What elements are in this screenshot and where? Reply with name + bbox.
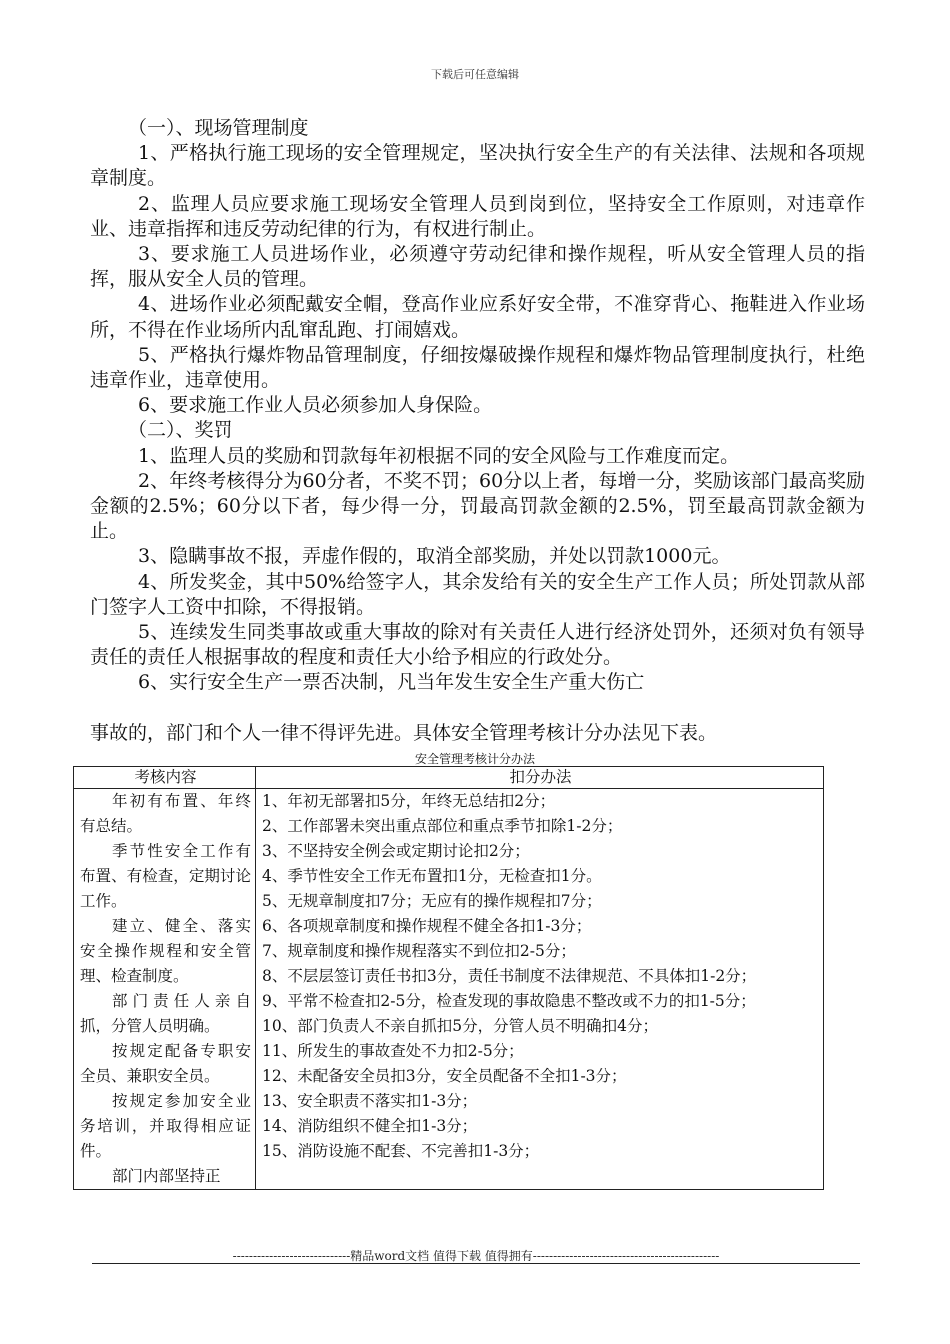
table-row <box>74 789 824 1190</box>
paragraph: 1、监理人员的奖励和罚款每年初根据不同的安全风险与工作难度而定。 <box>138 444 740 467</box>
paragraph: 事故的，部门和个人一律不得评先进。具体安全管理考核计分办法见下表。 <box>90 721 718 744</box>
column-header: 考核内容 <box>74 767 256 789</box>
deduction-item: 12、未配备安全员扣3分，安全员配备不全扣1-3分； <box>262 1067 627 1085</box>
deduction-item: 6、各项规章制度和操作规程不健全各扣1-3分； <box>262 917 592 935</box>
document-body <box>90 116 865 746</box>
paragraph: 5、连续发生同类事故或重大事故的除对有关责任人进行经济处罚外，还须对负有领导责任的责任人根据事故的程度和责任大小给予相应的行政处分。 <box>90 621 865 669</box>
deduction-item: 7、规章制度和操作规程落实不到位扣2-5分； <box>262 942 576 960</box>
paragraph: 2、年终考核得分为60分者，不奖不罚；60分以上者，每增一分，奖励该部门最高奖励金额的2.5%；60分以下者，每少得一分，罚最高罚款金额的2.5%，罚至最高罚款金额为止。 <box>90 469 865 543</box>
paragraph: 6、实行安全生产一票否决制，凡当年发生安全生产重大伤亡 <box>138 671 645 694</box>
criteria-item: 年初有布置、年终有总结。 <box>80 792 251 835</box>
deduction-item: 14、消防组织不健全扣1-3分； <box>262 1117 478 1135</box>
table-title: 安全管理考核计分办法 <box>414 752 535 766</box>
deduction-item: 13、安全职责不落实扣1-3分； <box>262 1092 478 1110</box>
deduction-item: 15、消防设施不配套、不完善扣1-3分； <box>262 1142 540 1160</box>
section-title: （二）、奖罚 <box>128 419 233 442</box>
criteria-item: 按规定参加安全业务培训，并取得相应证件。 <box>80 1092 251 1160</box>
deduction-item: 2、工作部署未突出重点部位和重点季节扣除1-2分； <box>262 817 623 835</box>
deduction-item: 1、年初无部署扣5分，年终无总结扣2分； <box>262 792 556 810</box>
paragraph: 3、要求施工人员进场作业，必须遵守劳动纪律和操作规程，听从安全管理人员的指挥，服从安全人员的管理。 <box>90 243 865 291</box>
deduction-item: 9、平常不检查扣2-5分，检查发现的事故隐患不整改或不力的扣1-5分； <box>262 992 756 1010</box>
page-footer: -----------------------------精品word文档 值得下载 值得拥有---------------------------------------------- <box>232 1249 720 1263</box>
deduction-item: 10、部门负责人不亲自抓扣5分，分管人员不明确扣4分； <box>262 1017 658 1035</box>
paragraph: 2、监理人员应要求施工现场安全管理人员到岗到位，坚持安全工作原则，对违章作业、违章指挥和违反劳动纪律的行为，有权进行制止。 <box>90 192 865 240</box>
section-title: （一）、现场管理制度 <box>128 117 309 139</box>
paragraph: 4、进场作业必须配戴安全帽，登高作业应系好安全带，不准穿背心、拖鞋进入作业场所，不得在作业场所内乱窜乱跑、打闹嬉戏。 <box>90 293 865 341</box>
paragraph: 3、隐瞒事故不报，弄虚作假的，取消全部奖励，并处以罚款1000元。 <box>138 545 731 568</box>
criteria-item: 部门内部坚持正 <box>112 1167 221 1185</box>
deduction-item: 3、不坚持安全例会或定期讨论扣2分； <box>262 842 530 860</box>
footer-divider <box>92 1263 860 1264</box>
paragraph: 4、所发奖金，其中50%给签字人，其余发给有关的安全生产工作人员；所处罚款从部门签字人工资中扣除，不得报销。 <box>90 570 865 618</box>
deduction-item: 5、无规章制度扣7分；无应有的操作规程扣7分； <box>262 892 602 910</box>
criteria-item: 建立、健全、落实安全操作规程和安全管理、检查制度。 <box>80 917 251 985</box>
deduction-item: 11、所发生的事故查处不力扣2-5分； <box>262 1042 524 1060</box>
column-header: 扣分办法 <box>256 767 824 789</box>
scoring-table <box>73 766 824 1190</box>
deduction-cell <box>256 789 824 1190</box>
paragraph: 6、要求施工作业人员必须参加人身保险。 <box>138 394 493 417</box>
deduction-item: 4、季节性安全工作无布置扣1分，无检查扣1分。 <box>262 867 602 885</box>
criteria-item: 按规定配备专职安全员、兼职安全员。 <box>80 1042 251 1085</box>
paragraph: 1、严格执行施工现场的安全管理规定，坚决执行安全生产的有关法律、法规和各项规章制度。 <box>90 142 865 190</box>
table-header-row <box>74 767 824 789</box>
criteria-item: 部门责任人亲自抓，分管人员明确。 <box>80 992 251 1035</box>
deduction-item: 8、不层层签订责任书扣3分，责任书制度不法律规范、不具体扣1-2分； <box>262 967 757 985</box>
criteria-item: 季节性安全工作有布置、有检查，定期讨论工作。 <box>80 842 251 910</box>
page-header: 下载后可任意编辑 <box>431 68 519 81</box>
paragraph: 5、严格执行爆炸物品管理制度，仔细按爆破操作规程和爆炸物品管理制度执行，杜绝违章作业，违章使用。 <box>90 343 865 392</box>
criteria-cell <box>74 789 256 1190</box>
